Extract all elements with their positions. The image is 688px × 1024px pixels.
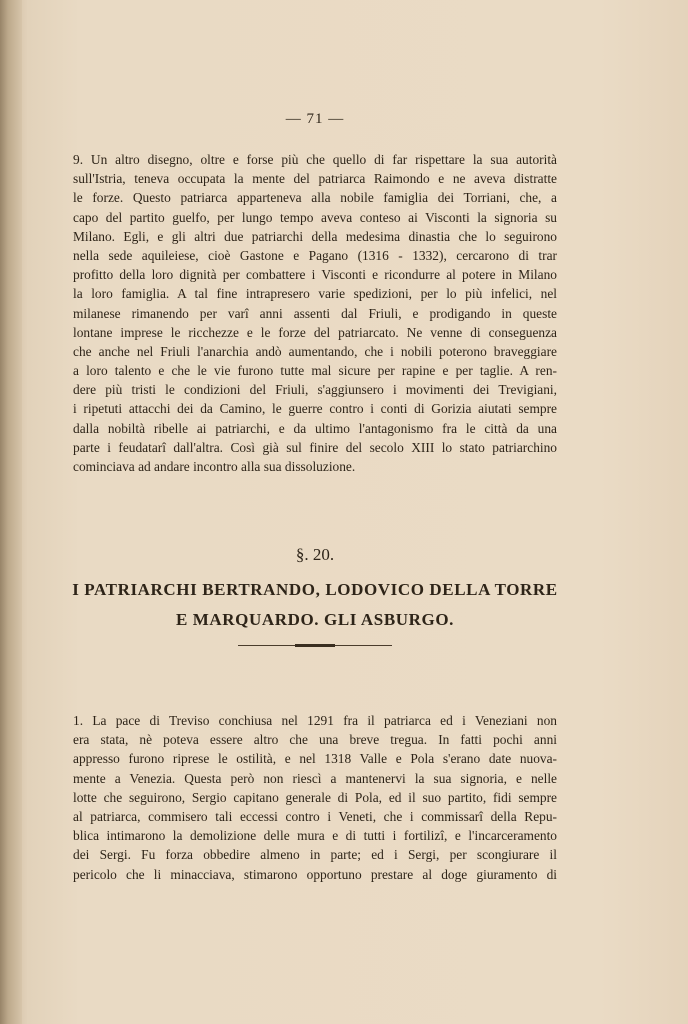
text-line: blica intimarono la demolizione delle mura e di tutti i fortilizî, e l'incarceramento <box>73 828 557 844</box>
text-line: lontane imprese le ricchezze e le forze del patriarcato. Ne venne di conseguenza <box>73 324 557 340</box>
text-line: nella sede aquileiese, cioè Gastone e Pagano (1316 - 1332), cercarono di trar <box>73 247 557 263</box>
text-line: 9. Un altro disegno, oltre e forse più che quello di far rispettare la sua autorità <box>73 152 557 167</box>
title-divider-rule <box>238 645 392 646</box>
text-line: sull'Istria, teneva occupata la mente del patriarca Raimondo e ne aveva distratte <box>73 171 557 187</box>
section-number: §. 20. <box>295 545 335 564</box>
section-title-line-1: I PATRIARCHI BERTRANDO, LODOVICO DELLA TORRE <box>72 580 558 599</box>
text-line: 1. La pace di Treviso conchiusa nel 1291 fra il patriarca ed i Veneziani non <box>73 713 557 728</box>
text-line: capo del partito guelfo, per lungo tempo aveva conteso ai Visconti la signoria su <box>73 209 557 225</box>
text-line: dalla nobiltà ribelle ai patriarchi, e da ultimo l'antagonismo fra le città da una <box>73 420 557 436</box>
text-line: lotte che seguirono, Sergio capitano generale di Pola, ed il suo partito, fidi sempre <box>73 789 557 805</box>
page-gutter-shadow <box>0 0 22 1024</box>
text-line: pericolo che li minacciava, stimarono opportuno prestare al doge giuramento di <box>73 866 557 882</box>
text-line: appresso furono riprese le ostilità, e nel 1318 Valle e Pola s'erano date nuova- <box>73 751 557 767</box>
text-line: parte i feudatarî dall'altra. Così già sul finire del secolo XIII lo stato patriarchino <box>73 439 557 455</box>
text-line: mente a Venezia. Questa però non riescì a mantenervi la sua signoria, e nelle <box>73 770 557 786</box>
text-line: profitto della loro dignità per combattere i Visconti e ricondurre al potere in Milano <box>73 267 557 283</box>
text-line: i ripetuti attacchi dei da Camino, le guerre contro i conti di Gorizia aiutati sempre <box>73 401 557 417</box>
text-line: era stata, nè poteva essere altro che una breve tregua. In fatti pochi anni <box>73 732 557 748</box>
text-line: a loro talento e che le vie furono tutte mal sicure per rapine e per taglie. A ren- <box>73 363 557 379</box>
text-line: dei Sergi. Fu forza obbedire almeno in parte; ed i Sergi, per scongiurare il <box>73 847 557 863</box>
text-line: milanese rimanendo per varî anni assenti dal Friuli, e prodigando in queste <box>73 305 557 321</box>
text-line: le forze. Questo patriarca apparteneva alla nobile famiglia dei Torriani, che, a <box>73 190 557 206</box>
text-line: la loro famiglia. A tal fine intrapresero varie spedizioni, per lo più infelici, nel <box>73 286 557 302</box>
text-line: cominciava ad andare incontro alla sua dissoluzione. <box>73 459 356 474</box>
paragraph-1 <box>73 711 557 884</box>
text-line: dere più tristi le condizioni del Friuli, s'aggiunsero i movimenti dei Trevigiani, <box>73 382 557 398</box>
page-number: — 71 — <box>285 111 345 127</box>
text-line: al patriarca, commisero tali eccessi contro i Veneti, che i commissarî della Repu- <box>73 808 557 824</box>
text-line: Milano. Egli, e gli altri due patriarchi della medesima dinastia che lo seguirono <box>73 228 557 244</box>
paragraph-9 <box>73 150 557 476</box>
section-title-line-2: E MARQUARDO. GLI ASBURGO. <box>175 610 455 629</box>
text-line: che anche nel Friuli l'anarchia andò aumentando, che i nobili poterono braveggiare <box>73 343 557 359</box>
